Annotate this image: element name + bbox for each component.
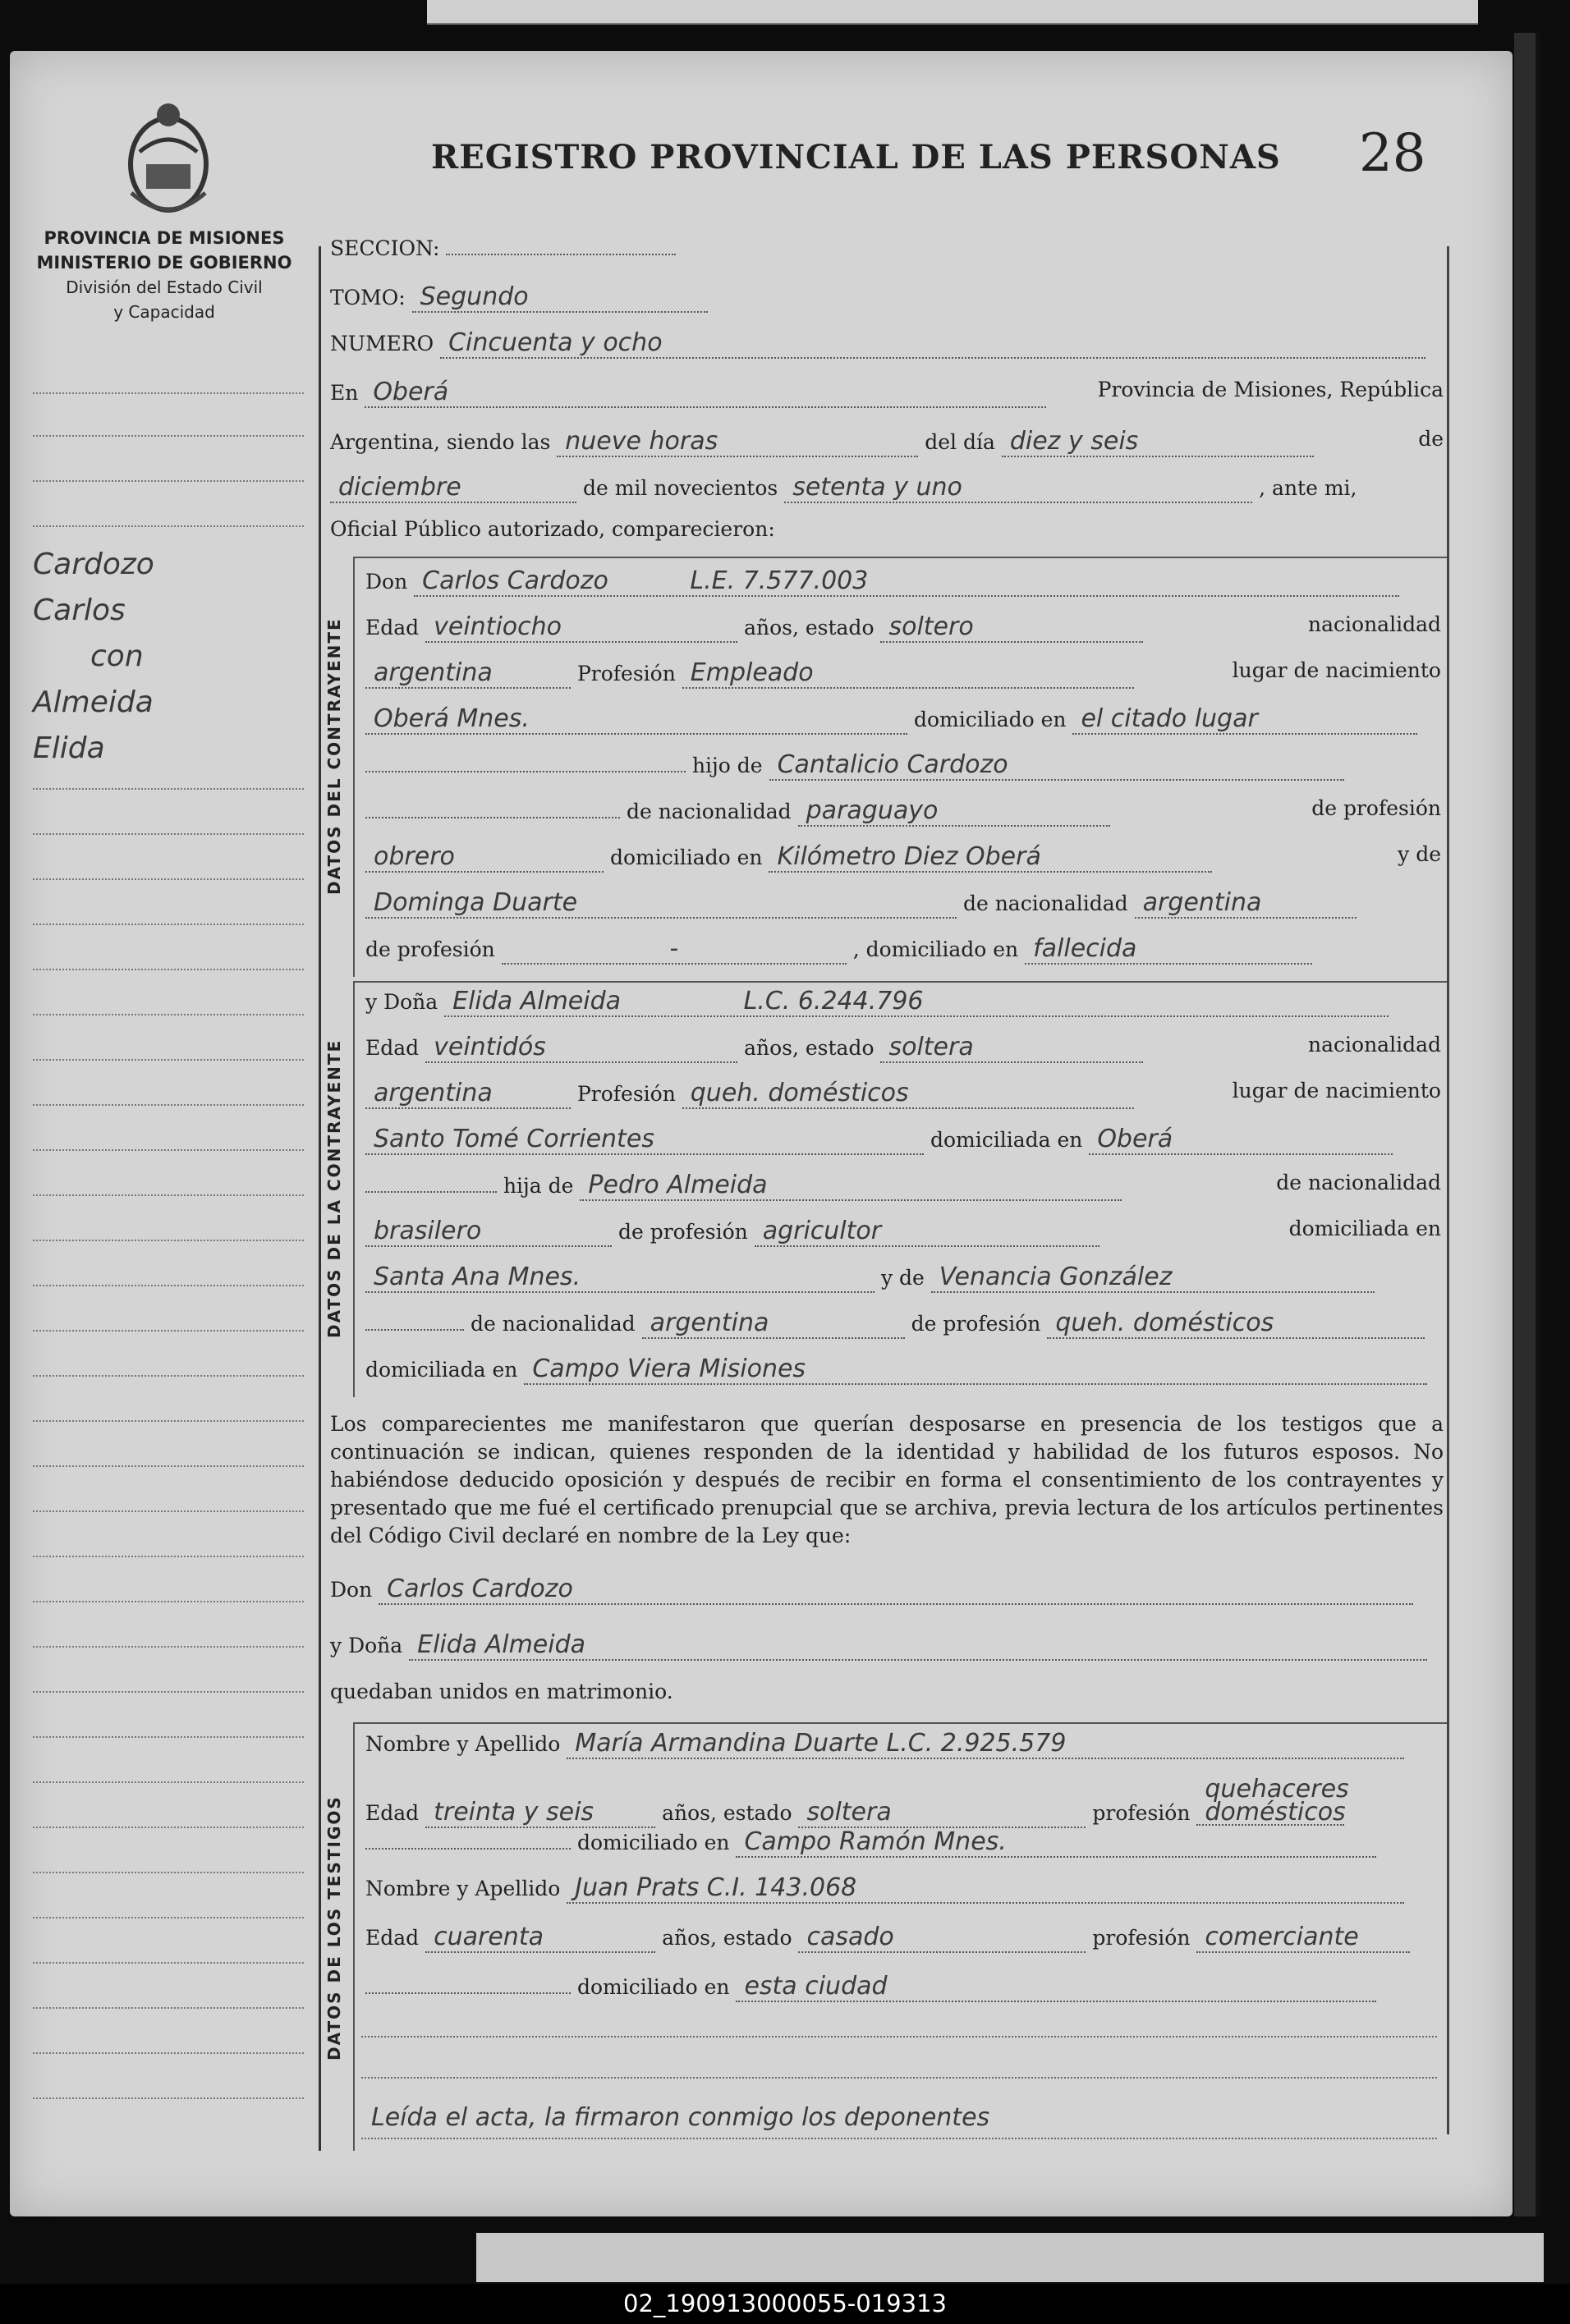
w2-domic: esta ciudad (736, 1972, 1376, 2002)
dona-label: y Doña (365, 990, 438, 1014)
dia-value: diez y seis (1002, 427, 1314, 457)
margin-line (33, 1691, 304, 1693)
prof-label: Profesión (576, 662, 676, 685)
w2-prof-label: profesión (1092, 1926, 1191, 1950)
margin-line (33, 1420, 304, 1422)
edad-label: Edad (365, 616, 420, 639)
margin-line (33, 1240, 304, 1241)
w1-domic-label: domiciliado en (576, 1831, 730, 1854)
left-margin-rule (319, 246, 321, 2151)
margin-line (33, 969, 304, 970)
w1-nombre: María Armandina Duarte L.C. 2.925.579 (567, 1729, 1404, 1759)
adjacent-page-top (427, 0, 1478, 25)
groom-name-row (365, 566, 1441, 597)
don-label: Don (365, 570, 408, 594)
margin-line (33, 392, 304, 394)
groom-doc: L.E. 7.577.003 (690, 566, 869, 595)
prof-label: Profesión (576, 1082, 676, 1106)
margin-line (33, 1556, 304, 1557)
margin-name: Elida (33, 731, 105, 765)
coat-of-arms-icon (123, 94, 213, 218)
groom-padre-domic: Kilómetro Diez Oberá (769, 842, 1212, 873)
margin-name: Almeida (33, 685, 154, 719)
blank-line (361, 2077, 1437, 2079)
margin-line (33, 1285, 304, 1286)
groom-madre-domic: fallecida (1025, 934, 1312, 965)
mes-value: diciembre (330, 473, 576, 503)
bride-padre-row (365, 1171, 1441, 1201)
margin-line (33, 1781, 304, 1783)
ante-label: , ante mi, (1259, 476, 1357, 500)
decl-don-label: Don (330, 1578, 373, 1602)
anio-label: de mil novecientos (582, 476, 778, 500)
w1-prof-label: profesión (1092, 1801, 1191, 1825)
bride-madre-prof: queh. domésticos (1047, 1309, 1425, 1339)
groom-profesion: Empleado (682, 658, 1134, 689)
nac-label: nacionalidad (1308, 612, 1441, 636)
madre-prof-label: de profesión (911, 1312, 1041, 1336)
madre-domic-label: domiciliada en (365, 1358, 518, 1382)
w1-edad: treinta y seis (425, 1798, 655, 1828)
decl-dona-label: y Doña (330, 1634, 403, 1657)
book-binding-edge (1514, 33, 1540, 2216)
madre-prof-label: de profesión (365, 937, 495, 961)
blank-line (361, 2036, 1437, 2038)
groom-madre: Dominga Duarte (365, 888, 957, 919)
groom-lugar-row (365, 704, 1441, 735)
w2-edad: cuarenta (425, 1923, 655, 1953)
hijo-label: hijo de (691, 754, 763, 777)
bride-madre-domic: Campo Viera Misiones (524, 1355, 1427, 1385)
closing-statement: Leída el acta, la firmaron conmigo los deponentes (371, 2103, 990, 2132)
margin-line (33, 525, 304, 527)
margin-line (33, 2097, 304, 2099)
bride-edad-row (365, 1033, 1441, 1063)
margin-name: con (90, 639, 144, 673)
margin-line (33, 1917, 304, 1918)
numero-label: NUMERO (330, 332, 434, 355)
w2-edad-label: Edad (365, 1926, 420, 1950)
groom-padre: Cantalicio Cardozo (769, 750, 1344, 781)
w2-anios-label: años, estado (662, 1926, 792, 1950)
en-label: En (330, 381, 359, 405)
division-subname: y Capacidad (113, 302, 215, 322)
w2-estado: casado (798, 1923, 1086, 1953)
tomo-label: TOMO: (330, 286, 406, 309)
groom-name: Carlos Cardozo (422, 566, 608, 595)
groom-estado: soltero (880, 612, 1143, 643)
groom-nacionalidad: argentina (365, 658, 571, 689)
bride-section-label: DATOS DE LA CONTRAYENTE (324, 1038, 344, 1338)
margin-line (33, 1465, 304, 1467)
margin-line (33, 1872, 304, 1873)
padre-domic-label: domiciliado en (609, 846, 763, 869)
margin-line (33, 1375, 304, 1377)
w1-estado: soltera (798, 1798, 1086, 1828)
groom-prof-row (365, 658, 1441, 689)
margin-line (33, 480, 304, 482)
edad-label: Edad (365, 1036, 420, 1060)
de-prof-label: de profesión (617, 1220, 748, 1244)
blank-field (365, 771, 686, 772)
w1-prof: quehaceres domésticos (1196, 1778, 1344, 1826)
blank-field (365, 1992, 571, 1994)
w2-nombre: Juan Prats C.I. 143.068 (567, 1873, 1404, 1904)
bride-lugar-row (365, 1125, 1441, 1155)
seccion-value (446, 254, 676, 255)
en-row (330, 378, 1444, 408)
adjacent-page-bottom (476, 2233, 1544, 2282)
de-prof-label: de profesión (1311, 796, 1441, 820)
bride-padre: Pedro Almeida (580, 1171, 1122, 1201)
margin-name: Carlos (33, 594, 126, 627)
hora-row (330, 427, 1444, 457)
w2-edad-row (365, 1923, 1441, 1953)
margin-line (33, 1059, 304, 1061)
decl-dona-row (330, 1630, 1444, 1661)
margin-line (33, 1104, 304, 1106)
groom-madre-prof-row (365, 934, 1441, 965)
bride-nacionalidad: argentina (365, 1079, 571, 1109)
department-heading (16, 226, 312, 324)
seccion-row (330, 236, 1444, 260)
decl-don-name: Carlos Cardozo (379, 1575, 1413, 1605)
ministry-name: MINISTERIO DE GOBIERNO (36, 253, 292, 273)
margin-line (33, 1014, 304, 1015)
anio-row (330, 473, 1444, 503)
margin-name: Cardozo (33, 548, 154, 581)
bride-madre-nac: argentina (642, 1309, 905, 1339)
bride-padre-domic: Santa Ana Mnes. (365, 1263, 875, 1293)
image-id-footer: 02_190913000055-019313 (0, 2284, 1570, 2324)
groom-padre-prof-row (365, 842, 1441, 873)
bride-padre-domic-row (365, 1263, 1441, 1293)
margin-line (33, 1962, 304, 1964)
tomo-row (330, 282, 1444, 313)
lugar-label: lugar de nacimiento (1232, 1079, 1441, 1102)
page-number: 28 (1359, 123, 1426, 184)
dia-label: del día (925, 430, 995, 454)
w1-edad-row (365, 1775, 1441, 1828)
madre-nac-label: de nacionalidad (962, 892, 1128, 915)
declaration-paragraph: Los comparecientes me manifestaron que querían desposarse en presencia de los testigos que a continuación se indican, quienes responden de la identidad y habilidad de los futuros esposos. No habiéndose deducido oposición y después de recibir en forma el consentimiento de los contrayentes y presentado que me fué el certificado prenupcial que se archiva, previa lectura de los artículos pertinentes del Código Civil declaré en nombre de la Ley que: (330, 1412, 1444, 1547)
decl-unidos: quedaban unidos en matrimonio. (330, 1680, 673, 1703)
groom-edad-row (365, 612, 1441, 643)
groom-lugar: Oberá Mnes. (365, 704, 907, 735)
anios-label: años, estado (744, 616, 875, 639)
nac-label: nacionalidad (1308, 1033, 1441, 1057)
blank-field (365, 817, 620, 818)
bride-padre-nac: brasilero (365, 1217, 612, 1247)
margin-line (33, 1510, 304, 1512)
w2-domic-label: domiciliado en (576, 1975, 730, 1999)
groom-name-field (414, 566, 1399, 597)
margin-line (33, 1330, 304, 1332)
bride-madre-domic-row (365, 1355, 1441, 1385)
margin-line (33, 788, 304, 790)
groom-domicilio: el citado lugar (1072, 704, 1417, 735)
margin-line (33, 1827, 304, 1828)
groom-padre-row (365, 750, 1441, 781)
margin-line (33, 2052, 304, 2054)
bride-padre-nac-row (365, 1217, 1441, 1247)
lugar-label: lugar de nacimiento (1232, 658, 1441, 682)
w2-prof: comerciante (1196, 1923, 1410, 1953)
groom-padre-prof: obrero (365, 842, 604, 873)
margin-line (33, 435, 304, 437)
margin-line (33, 924, 304, 925)
madre-domic-label: , domiciliado en (852, 937, 1019, 961)
right-margin-rule (1447, 246, 1449, 2134)
page-title: REGISTRO PROVINCIAL DE LAS PERSONAS (431, 138, 1281, 176)
groom-section-label: DATOS DEL CONTRAYENTE (324, 617, 344, 895)
margin-line (33, 1736, 304, 1738)
w2-domic-row (365, 1972, 1441, 2002)
w1-anios-label: años, estado (662, 1801, 792, 1825)
oficial-row: Oficial Público autorizado, comparecieron: (330, 517, 775, 541)
bride-madre-nac-row (365, 1309, 1441, 1339)
margin-line (33, 878, 304, 880)
w2-nombre-label: Nombre y Apellido (365, 1877, 561, 1900)
margin-line (33, 1601, 304, 1602)
bride-edad: veintidós (425, 1033, 737, 1063)
seccion-label: SECCION: (330, 236, 440, 260)
y-de-label: y de (880, 1266, 925, 1290)
hija-label: hija de (503, 1174, 574, 1198)
province-name: PROVINCIA DE MISIONES (44, 228, 285, 248)
padre-domic-label: domiciliada en (1288, 1217, 1441, 1240)
bride-padre-prof: agricultor (755, 1217, 1099, 1247)
en-value: Oberá (365, 378, 1046, 408)
anio-value: setenta y uno (784, 473, 1252, 503)
bride-lugar: Santo Tomé Corrientes (365, 1125, 924, 1155)
witnesses-section-label: DATOS DE LOS TESTIGOS (324, 1795, 344, 2060)
margin-line (33, 2007, 304, 2009)
y-de-label: y de (1398, 842, 1441, 866)
province-label: Provincia de Misiones, República (1097, 378, 1444, 401)
bride-prof-row (365, 1079, 1441, 1109)
decl-don-row (330, 1575, 1444, 1605)
madre-nac-label: de nacionalidad (470, 1312, 636, 1336)
margin-line (33, 833, 304, 835)
blank-field (365, 1329, 464, 1331)
groom-edad: veintiocho (425, 612, 737, 643)
de-nac-label: de nacionalidad (1276, 1171, 1441, 1194)
numero-value: Cincuenta y ocho (440, 328, 1425, 359)
de-nac-label: de nacionalidad (626, 800, 792, 823)
w2-nombre-row (365, 1873, 1441, 1904)
w1-nombre-label: Nombre y Apellido (365, 1732, 561, 1756)
blank-field (365, 1848, 571, 1850)
w1-domic-row (365, 1827, 1441, 1858)
domic-label: domiciliada en (930, 1128, 1083, 1152)
bride-name-field (444, 987, 1389, 1017)
tomo-value: Segundo (412, 282, 708, 313)
bride-doc: L.C. 6.244.796 (743, 987, 924, 1015)
bride-name-row (365, 987, 1441, 1017)
groom-madre-row (365, 888, 1441, 919)
closing-line (361, 2138, 1437, 2139)
w1-edad-label: Edad (365, 1801, 420, 1825)
division-name: División del Estado Civil (66, 277, 263, 297)
hora-value: nueve horas (557, 427, 918, 457)
margin-line (33, 1194, 304, 1196)
groom-padre-nac-row (365, 796, 1441, 827)
anios-label: años, estado (744, 1036, 875, 1060)
groom-padre-nac: paraguayo (798, 796, 1110, 827)
groom-madre-nac: argentina (1135, 888, 1357, 919)
argentina-label: Argentina, siendo las (330, 430, 551, 454)
bride-name: Elida Almeida (452, 987, 622, 1015)
decl-dona-name: Elida Almeida (409, 1630, 1427, 1661)
de-label: de (1418, 427, 1444, 451)
bride-estado: soltera (880, 1033, 1143, 1063)
w1-nombre-row (365, 1729, 1441, 1759)
margin-line (33, 1646, 304, 1648)
bride-madre: Venancia González (931, 1263, 1375, 1293)
bride-profesion: queh. domésticos (682, 1079, 1134, 1109)
w1-domic: Campo Ramón Mnes. (736, 1827, 1376, 1858)
groom-madre-prof: - (502, 934, 847, 965)
margin-line (33, 1149, 304, 1151)
margin-annotation (33, 542, 304, 772)
blank-field (365, 1191, 497, 1193)
domic-label: domiciliado en (913, 708, 1067, 731)
numero-row (330, 328, 1444, 359)
bride-domicilio: Oberá (1089, 1125, 1393, 1155)
